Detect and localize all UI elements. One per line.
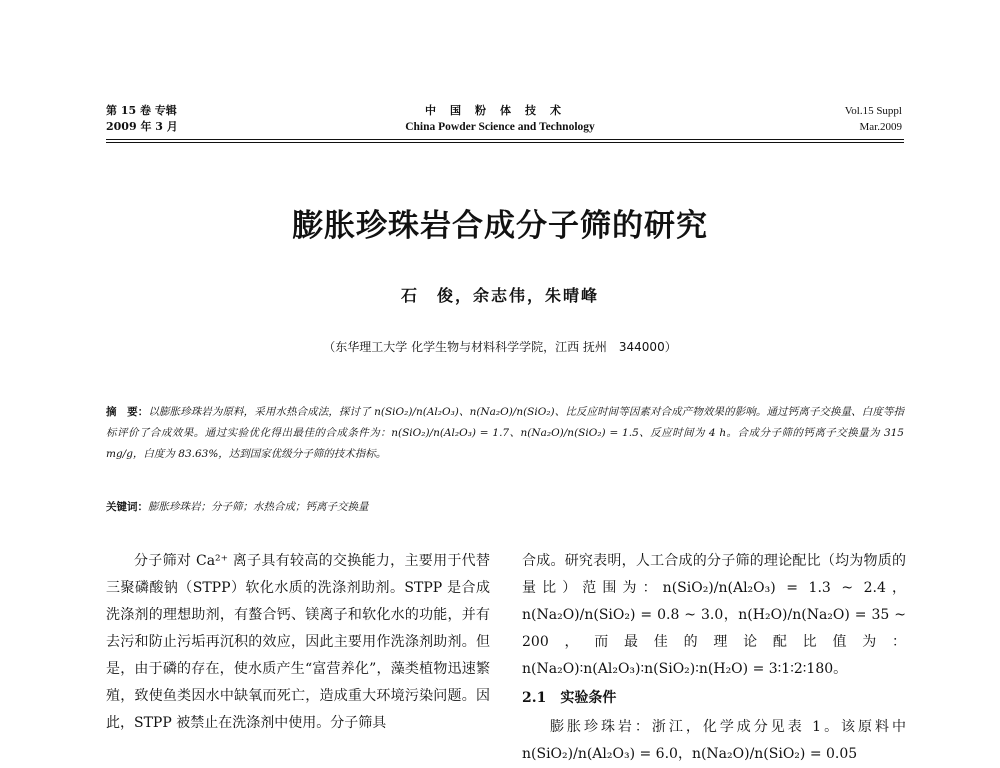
body-right-column — [522, 548, 906, 768]
paper-title: 膨胀珍珠岩合成分子筛的研究 — [292, 208, 708, 244]
date-en: Mar.2009 — [859, 121, 902, 133]
header-rule-thin — [106, 142, 904, 143]
keywords-text: 膨胀珍珠岩；分子筛；水热合成；钙离子交换量 — [148, 501, 369, 513]
journal-name-en: China Powder Science and Technology — [405, 121, 595, 133]
abstract-label: 摘 要： — [106, 406, 149, 418]
journal-volume-info — [845, 103, 902, 135]
affiliation: （东华理工大学 化学生物与材料科学学院，江西 抚州 344000） — [323, 340, 677, 354]
authors: 石 俊，余志伟，朱晴峰 — [400, 286, 599, 305]
paragraph: 膨胀珍珠岩：浙江，化学成分见表 1。该原料中 n(SiO₂)/n(Al₂O₃) = 6.0，n(Na₂O)/n(SiO₂) = 0.05 — [522, 719, 906, 762]
header-rule — [106, 139, 904, 140]
keywords — [106, 497, 904, 518]
volume-en: Vol.15 Suppl — [844, 105, 902, 117]
paragraph: 合成。研究表明，人工合成的分子筛的理论配比（均为物质的量比）范围为：n(SiO₂)/n(Al₂O₃) = 1.3 ~ 2.4，n(Na₂O)/n(SiO₂) = 0.8 ~ 3.0，n(H₂O)/n(Na₂O) = 35 ~ 200，而最佳的理论配比值为：n(Na₂O)∶n(Al₂O₃)∶n(SiO₂)∶n(H₂O) = 3∶1∶2∶180。 — [522, 553, 906, 677]
abstract — [106, 402, 904, 465]
paragraph: 分子筛对 Ca²⁺ 离子具有较高的交换能力，主要用于代替三聚磷酸钠（STPP）软化水质的洗涤剂助剂。STPP 是合成洗涤剂的理想助剂，有螯合钙、镁离子和软化水的功能，并有去污和防止污垢再沉积的效应，因此主要用作洗涤剂助剂。但是，由于磷的存在，使水质产生“富营养化”，藻类植物迅速繁殖，致使鱼类因水中缺氧而死亡，造成重大环境污染问题。因此，STPP 被禁止在洗涤剂中使用。分子筛具 — [106, 553, 490, 731]
section-heading: 2.1 实验条件 — [522, 690, 617, 706]
volume-label: 第 15 卷 专辑 — [106, 104, 177, 117]
abstract-text: 以膨胀珍珠岩为原料，采用水热合成法，探讨了 n(SiO₂)/n(Al₂O₃)、n(Na₂O)/n(SiO₂)、比反应时间等因素对合成产物效果的影响。通过钙离子交换量、白度等指标评价了合成效果。通过实验优化得出最佳的合成条件为：n(SiO₂)/n(Al₂O₃) = 1.7、n(Na₂O)/n(SiO₂) = 1.5、反应时间为 4 h。合成分子筛的钙离子交换量为 315 mg/g，白度为 83.63%，达到国家优级分子筛的技术指标。 — [106, 406, 905, 460]
keywords-label: 关键词： — [106, 501, 148, 513]
date-label: 2009 年 3 月 — [106, 120, 178, 133]
journal-name-zh: 中国粉体技术 — [425, 104, 575, 117]
body-left-column — [106, 548, 490, 737]
